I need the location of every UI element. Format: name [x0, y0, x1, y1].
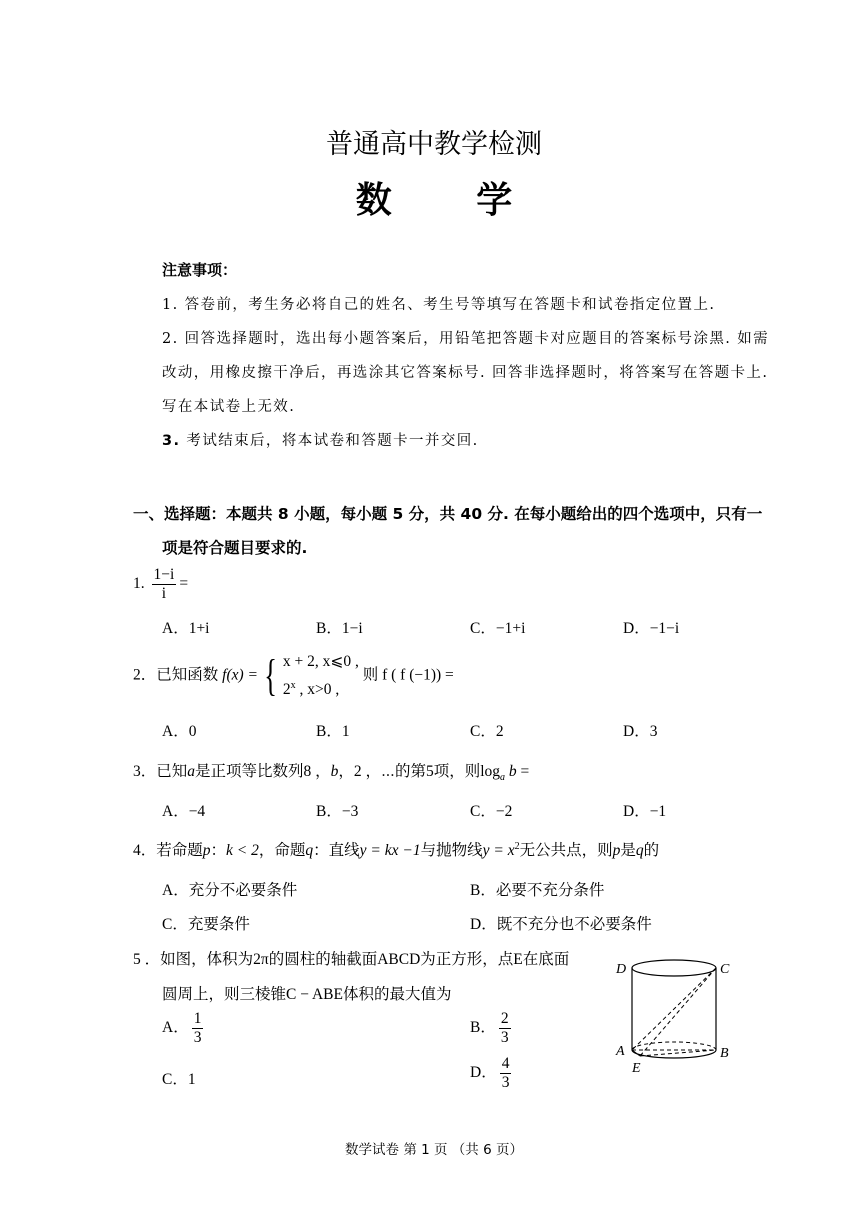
q1-equals: = [179, 574, 189, 592]
label-e: E [632, 1061, 641, 1076]
q4-t8: 的 [643, 842, 660, 859]
q2-case-2 [283, 674, 359, 702]
q2-brace: { [264, 651, 277, 701]
note-3-text: 考试结束后，将本试卷和答题卡一并交回. [180, 433, 479, 449]
q3-option-b[interactable]: B．−3 [316, 803, 359, 820]
q3-var-a: a [187, 763, 196, 780]
question-2 [133, 650, 454, 702]
q1-frac-den: i [161, 584, 167, 602]
q4-q2: q [635, 842, 644, 859]
cylinder-bottom-back-arc [632, 1042, 716, 1050]
q2-prefix: 2．已知函数 [133, 666, 219, 684]
q5-b-den: 3 [500, 1028, 509, 1046]
page-footer: 数学试卷 第 1 页 （共 6 页） [345, 1142, 523, 1158]
note-line-2c: 写在本试卷上无效. [162, 399, 296, 415]
exam-title: 普通高中教学检测 [326, 129, 542, 160]
q4-p2: p [612, 842, 621, 859]
q3-var-b: b [330, 763, 339, 780]
q4-option-a[interactable]: A．充分不必要条件 [162, 882, 298, 899]
q4-parabola-exp: 2 [514, 840, 520, 852]
q3-log-arg: b [505, 763, 517, 780]
q1-option-c[interactable]: C．−1+i [470, 620, 526, 637]
q4-q: q [305, 842, 314, 859]
segment-ce [640, 968, 716, 1056]
q4-t4: ：直线 [313, 842, 360, 859]
q2-tail: 则 f ( f (−1)) = [362, 666, 454, 684]
q5-a-den: 3 [193, 1028, 202, 1046]
q4-line: y = kx −1 [359, 842, 421, 859]
q2-case-1: x + 2, x⩽0 , [282, 653, 359, 670]
question-5-line-1: 5 ．如图，体积为2π的圆柱的轴截面ABCD为正方形，点E在底面 [133, 951, 570, 968]
q4-t1: 4．若命题 [133, 842, 203, 859]
label-d: D [616, 962, 627, 977]
q3-t1: 3．已知 [133, 763, 188, 780]
q4-t7: 是 [620, 842, 636, 859]
q3-t3: ，2 ，⋯的第5项，则 [338, 763, 481, 780]
q5-option-c[interactable]: C．1 [162, 1071, 196, 1088]
q4-t2: ： [210, 842, 227, 859]
q2-case-2-exp: x [290, 680, 296, 691]
q3-option-a[interactable]: A．−4 [162, 803, 206, 820]
note-3-number: 3. [162, 433, 181, 449]
segment-ae [632, 1050, 640, 1056]
q4-parabola: y = x [482, 842, 515, 859]
q5-option-b[interactable] [470, 1010, 514, 1047]
q1-option-a[interactable]: A．1+i [162, 620, 210, 637]
q4-t5: 与抛物线 [420, 842, 483, 859]
q2-case-2-base: 2 [282, 681, 291, 699]
q4-t3: ，命题 [258, 842, 306, 859]
label-c: C [720, 962, 730, 977]
q5-d-label: D． [470, 1063, 497, 1081]
q4-cond: k < 2 [226, 842, 259, 859]
question-4 [133, 838, 659, 860]
q3-option-d[interactable]: D．−1 [623, 803, 667, 820]
q3-equals: = [516, 763, 530, 780]
q5-d-num: 4 [501, 1055, 510, 1072]
q5-b-label: B． [470, 1018, 496, 1036]
q2-option-c[interactable]: C．2 [470, 723, 504, 740]
label-a: A [616, 1044, 625, 1059]
note-line-1: 1. 答卷前，考生务必将自己的姓名、考生号等填写在答题卡和试卷指定位置上. [162, 297, 716, 313]
question-5-line-2: 圆周上，则三棱锥C − ABE体积的最大值为 [162, 986, 452, 1003]
question-1 [133, 566, 188, 603]
q5-b-num: 2 [500, 1010, 509, 1027]
q5-d-den: 3 [501, 1073, 510, 1091]
note-line-2a: 2. 回答选择题时，选出每小题答案后，用铅笔把答题卡对应题目的答案标号涂黑. 如需 [162, 331, 770, 347]
q3-t2: 是正项等比数列8 ， [195, 763, 331, 780]
segment-ca [632, 968, 716, 1050]
q1-option-d[interactable]: D．−1−i [623, 620, 680, 637]
q4-option-d[interactable]: D．既不充分也不必要条件 [470, 916, 652, 933]
label-b: B [720, 1046, 729, 1061]
section-1-heading-cont: 项是符合题目要求的. [162, 539, 308, 557]
q5-option-d[interactable] [470, 1055, 514, 1092]
subject-title: 数 学 [355, 179, 549, 221]
notes-heading: 注意事项： [162, 261, 238, 279]
note-line-3 [162, 429, 479, 450]
q3-option-c[interactable]: C．−2 [470, 803, 513, 820]
question-3 [133, 759, 529, 783]
q2-case-2-cond: , x>0 , [295, 681, 340, 699]
q3-log: log [480, 763, 501, 780]
q1-option-b[interactable]: B．1−i [316, 620, 363, 637]
q1-number: 1. [133, 574, 145, 592]
q2-option-b[interactable]: B．1 [316, 723, 350, 740]
q2-cases [283, 650, 359, 702]
cylinder-figure [610, 952, 740, 1077]
note-line-2b: 改动，用橡皮擦干净后，再选涂其它答案标号. 回答非选择题时，将答案写在答题卡上. [162, 365, 769, 381]
q4-option-b[interactable]: B．必要不充分条件 [470, 882, 605, 899]
q4-p: p [202, 842, 211, 859]
q2-function: f(x) = [222, 666, 258, 684]
q3-log-base: a [500, 772, 506, 784]
q5-d-fraction [500, 1055, 512, 1092]
q5-a-fraction [192, 1010, 204, 1047]
cylinder-top-ellipse [632, 960, 716, 976]
q2-option-d[interactable]: D．3 [623, 723, 658, 740]
q4-option-c[interactable]: C．充要条件 [162, 916, 250, 933]
q5-a-label: A． [162, 1018, 189, 1036]
q1-fraction [152, 566, 177, 603]
q1-frac-num: 1−i [153, 566, 175, 583]
q5-a-num: 1 [193, 1010, 202, 1027]
q5-option-a[interactable] [162, 1010, 206, 1047]
q4-t6: 无公共点，则 [519, 842, 613, 859]
section-1-heading: 一、选择题：本题共 8 小题，每小题 5 分，共 40 分. 在每小题给出的四个选项中，只有一 [133, 505, 763, 523]
q5-b-fraction [499, 1010, 511, 1047]
q2-option-a[interactable]: A．0 [162, 723, 197, 740]
